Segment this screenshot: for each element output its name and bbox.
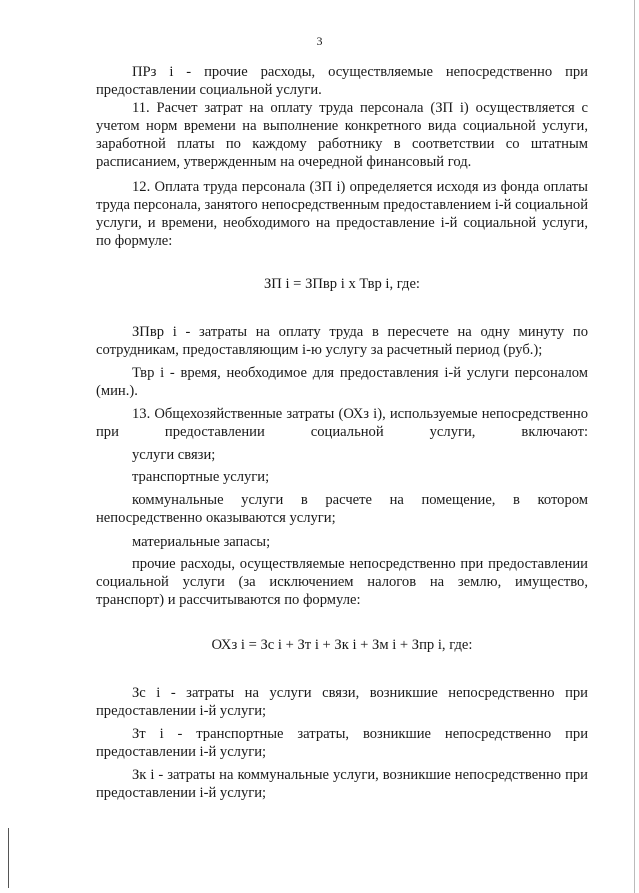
paragraph-prz-definition: ПРз i - прочие расходы, осуществляемые непосредственно при предоставлении социальной услуги. bbox=[96, 64, 588, 98]
paragraph-13: 13. Общехозяйственные затраты (ОХз i), используемые непосредственно при предоставлении социальной услуги, включают: bbox=[96, 406, 588, 440]
paragraph-zpvr-definition: ЗПвр i - затраты на оплату труда в пересчете на одну минуту по сотрудникам, предоставляющим i-ю услугу за расчетный период (руб.); bbox=[96, 324, 588, 358]
list-item-transport: транспортные услуги; bbox=[132, 469, 270, 485]
paragraph-zs-definition: Зс i - затраты на услуги связи, возникшие непосредственно при предоставлении i-й услуги; bbox=[96, 685, 588, 719]
page-number: 3 bbox=[316, 34, 323, 48]
paragraph-12: 12. Оплата труда персонала (ЗП i) определяется исходя из фонда оплаты труда персонала, занятого непосредственным предоставлением i-й социальной услуги, и времени, необходимого на предоставление i-й социальной услуги, по формуле: bbox=[96, 179, 588, 249]
list-item-other-expenses: прочие расходы, осуществляемые непосредственно при предоставлении социальной услуги (за исключением налогов на землю, имущество, транспорт) и рассчитываются по формуле: bbox=[96, 556, 588, 608]
formula-ohz: ОХз i = Зс i + Зт i + Зк i + Зм i + Зпр i, где: bbox=[211, 637, 473, 653]
paragraph-tvr-definition: Твр i - время, необходимое для предоставления i-й услуги персоналом (мин.). bbox=[96, 365, 588, 399]
list-item-communication: услуги связи; bbox=[132, 447, 216, 463]
scan-edge-right bbox=[634, 0, 635, 893]
paragraph-zk-definition: Зк i - затраты на коммунальные услуги, возникшие непосредственно при предоставлении i-й услуги; bbox=[96, 767, 588, 801]
scan-edge-left bbox=[8, 828, 9, 888]
list-item-utilities: коммунальные услуги в расчете на помещение, в котором непосредственно оказываются услуги; bbox=[96, 492, 588, 526]
list-item-materials: материальные запасы; bbox=[132, 534, 271, 550]
paragraph-11: 11. Расчет затрат на оплату труда персонала (ЗП i) осуществляется с учетом норм времени на выполнение конкретного вида социальной услуги, заработной платы по каждому работнику в соответствии со штатным расписанием, утвержденным на очередной финансовый год. bbox=[96, 100, 588, 170]
paragraph-zt-definition: Зт i - транспортные затраты, возникшие непосредственно при предоставлении i-й услуги; bbox=[96, 726, 588, 760]
formula-zp: ЗП i = ЗПвр i x Твр i, где: bbox=[263, 276, 420, 292]
